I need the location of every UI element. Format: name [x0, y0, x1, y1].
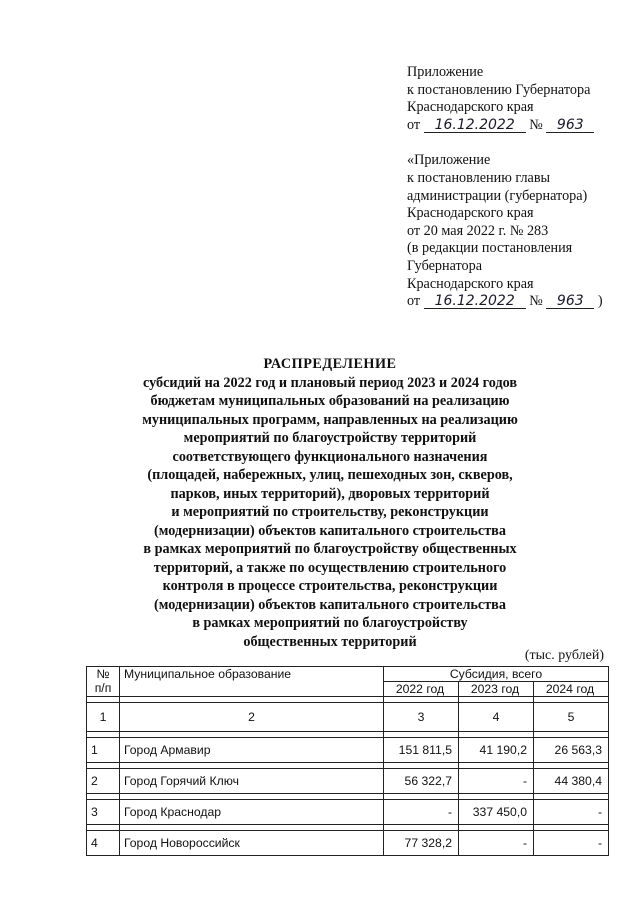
title-line: бюджетам муниципальных образований на реализацию	[150, 393, 510, 409]
title-line: соответствующего функционального назначения	[172, 448, 488, 465]
handwritten-number: 963	[546, 118, 594, 133]
date-prefix: от	[407, 293, 421, 310]
row-value-2024: 44 380,4	[534, 769, 609, 794]
row-num: 4	[87, 831, 120, 856]
row-municipality: Город Краснодар	[120, 800, 384, 825]
index-cell: 5	[534, 703, 609, 732]
row-value-2022: 56 322,7	[384, 769, 459, 794]
closing-paren: )	[597, 293, 603, 310]
row-value-2024: 26 563,3	[534, 738, 609, 763]
index-cell: 3	[384, 703, 459, 732]
title-line: муниципальных программ, направленных на реализацию	[142, 411, 518, 428]
title-line: и мероприятий по строительству, реконструкции	[171, 504, 489, 520]
original-appendix-line: от 20 мая 2022 г. № 283	[407, 222, 549, 239]
title-line: (модернизации) объектов капитального строительства	[154, 522, 506, 539]
original-appendix-line: администрации (губернатора)	[407, 187, 588, 204]
subsidy-table	[86, 666, 609, 856]
title-line: территорий, а также по осуществлению строительного	[153, 559, 507, 576]
handwritten-date: 16.12.2022	[424, 118, 526, 133]
original-appendix-date-line	[407, 293, 603, 311]
table-index-row	[87, 703, 609, 732]
title-line: (модернизации) объектов капитального строительства	[154, 596, 506, 613]
header-num: № п/п	[87, 667, 120, 697]
row-num: 1	[87, 738, 120, 763]
handwritten-date: 16.12.2022	[424, 294, 526, 309]
original-appendix-line: «Приложение	[407, 152, 491, 169]
original-appendix-line: к постановлению главы	[407, 169, 551, 186]
row-value-2024: -	[534, 800, 609, 825]
title-line: в рамках мероприятий по благоустройству общественных	[143, 541, 517, 557]
row-municipality: Город Армавир	[120, 738, 384, 763]
header-year: 2022 год	[384, 682, 459, 697]
index-cell: 1	[87, 703, 120, 732]
number-label: №	[529, 293, 543, 310]
header-subsidy: Субсидия, всего	[384, 667, 609, 682]
title-line: субсидий на 2022 год и плановый период 2023 и 2024 годов	[142, 374, 518, 391]
row-num: 3	[87, 800, 120, 825]
title-line: общественных территорий	[243, 633, 417, 650]
row-value-2023: 337 450,0	[459, 800, 534, 825]
original-appendix-line: (в редакции постановления	[407, 240, 573, 257]
appendix-header	[407, 64, 603, 311]
unit-note: (тыс. рублей)	[524, 648, 604, 663]
row-value-2024: -	[534, 831, 609, 856]
row-value-2023: -	[459, 769, 534, 794]
title-line: парков, иных территорий), дворовых территорий	[170, 485, 490, 502]
row-num: 2	[87, 769, 120, 794]
title-line: мероприятий по благоустройству территорий	[183, 430, 477, 446]
table-header-row	[87, 667, 609, 682]
appendix-date-line	[407, 117, 603, 135]
appendix-line: Краснодарского края	[407, 99, 534, 116]
table-row	[87, 800, 609, 825]
title-line: контроля в процессе строительства, реконструкции	[162, 578, 498, 594]
index-cell: 4	[459, 703, 534, 732]
document-title	[60, 355, 600, 651]
table-row	[87, 769, 609, 794]
header-year: 2023 год	[459, 682, 534, 697]
index-cell: 2	[120, 703, 384, 732]
row-municipality: Город Горячий Ключ	[120, 769, 384, 794]
appendix-line: к постановлению Губернатора	[407, 81, 591, 98]
title-line: в рамках мероприятий по благоустройству	[192, 615, 468, 631]
original-appendix-line: Краснодарского края	[407, 275, 534, 292]
original-appendix-line: Краснодарского края	[407, 205, 534, 222]
appendix-line: Приложение	[407, 64, 484, 80]
original-appendix-line: Губернатора	[407, 257, 483, 274]
table-row	[87, 831, 609, 856]
title-heading: РАСПРЕДЕЛЕНИЕ	[263, 356, 397, 372]
row-value-2022: 77 328,2	[384, 831, 459, 856]
row-municipality: Город Новороссийск	[120, 831, 384, 856]
row-value-2023: -	[459, 831, 534, 856]
handwritten-number: 963	[546, 294, 594, 309]
row-value-2022: -	[384, 800, 459, 825]
header-year: 2024 год	[534, 682, 609, 697]
date-prefix: от	[407, 116, 421, 133]
table-row	[87, 738, 609, 763]
title-line: (площадей, набережных, улиц, пешеходных зон, скверов,	[147, 467, 513, 483]
row-value-2022: 151 811,5	[384, 738, 459, 763]
row-value-2023: 41 190,2	[459, 738, 534, 763]
header-municipality: Муниципальное образование	[120, 667, 384, 697]
number-label: №	[529, 116, 543, 133]
